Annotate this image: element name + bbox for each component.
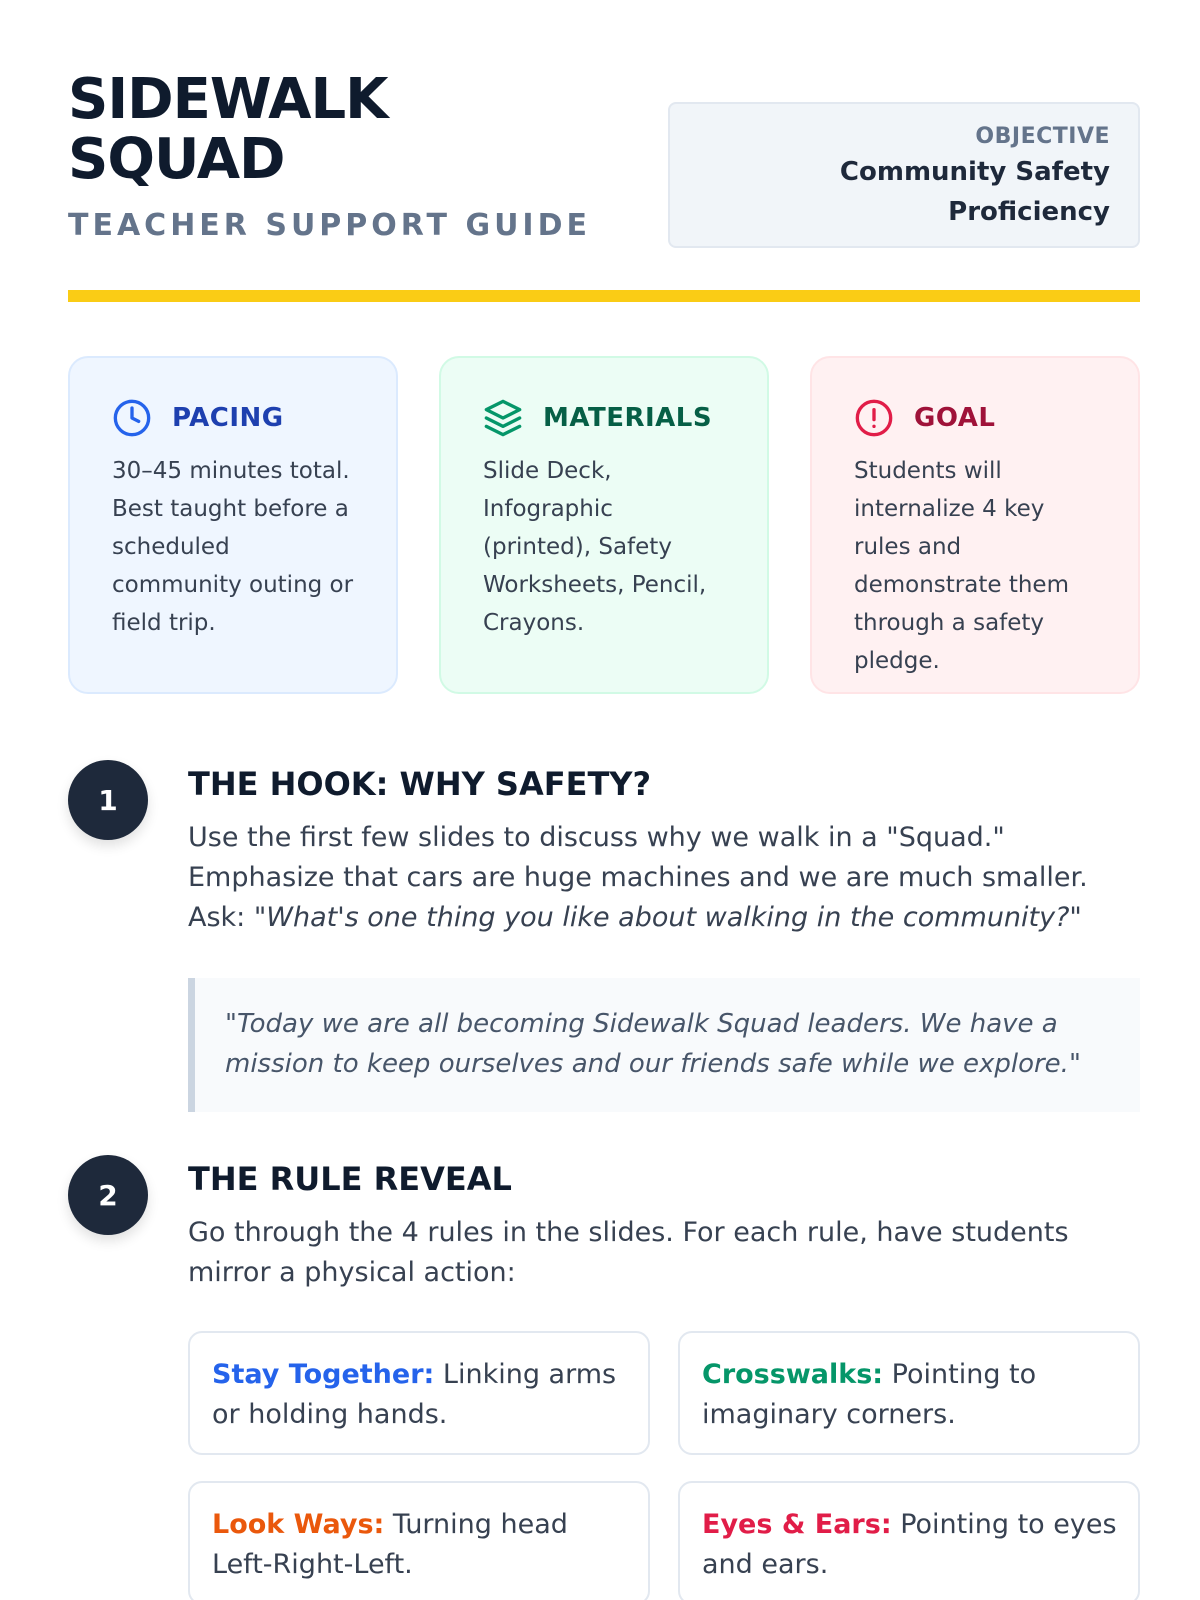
step-title: THE RULE REVEAL xyxy=(188,1160,512,1198)
rule-action-card xyxy=(678,1481,1140,1600)
objective-box xyxy=(668,102,1140,248)
pacing-text: 30–45 minutes total. Best taught before a scheduled community outing or field trip. xyxy=(112,458,354,636)
title-line-1: SIDEWALK xyxy=(68,67,388,132)
materials-text: Slide Deck, Infographic (printed), Safety Worksheets, Pencil, Crayons. xyxy=(483,458,707,636)
rule-name: Eyes & Ears: xyxy=(702,1509,892,1540)
rule-action: Linking arms or holding hands. xyxy=(212,1359,617,1430)
rule-name: Stay Together: xyxy=(212,1359,435,1390)
rule-action: Pointing to imaginary corners. xyxy=(702,1359,1037,1430)
title-line-2: SQUAD xyxy=(68,127,285,192)
step-description xyxy=(188,818,1140,938)
rule-action: Pointing to eyes and ears. xyxy=(702,1509,1117,1580)
page-subtitle: TEACHER SUPPORT GUIDE xyxy=(68,208,591,243)
goal-text: Students will internalize 4 key rules and demonstrate them through a safety pledge. xyxy=(854,458,1069,674)
rule-action: Turning head Left-Right-Left. xyxy=(212,1509,568,1580)
rule-action-card xyxy=(188,1331,650,1455)
step-description: Go through the 4 rules in the slides. For each rule, have students mirror a physical action: xyxy=(188,1217,1069,1288)
materials-title: MATERIALS xyxy=(543,403,713,433)
rule-action-card xyxy=(188,1481,650,1600)
page-title xyxy=(68,67,628,192)
rule-name: Look Ways: xyxy=(212,1509,385,1540)
step-number-badge: 1 xyxy=(68,760,148,840)
rule-name: Crosswalks: xyxy=(702,1359,884,1390)
goal-card xyxy=(810,356,1140,694)
header-divider xyxy=(68,290,1140,302)
step-description-text: Use the first few slides to discuss why we walk in a "Squad." Emphasize that cars are huge machines and we are much smaller. Ask: xyxy=(188,822,1088,933)
clock-icon xyxy=(112,398,152,438)
page-header xyxy=(68,67,1140,250)
objective-label: OBJECTIVE xyxy=(975,124,1110,149)
alert-circle-icon xyxy=(854,398,894,438)
rule-action-grid xyxy=(188,1331,1140,1600)
goal-title: GOAL xyxy=(914,403,996,433)
step-description-question: "What's one thing you like about walking in the community?" xyxy=(253,902,1082,933)
pacing-title: PACING xyxy=(172,403,284,433)
materials-card xyxy=(439,356,769,694)
layers-icon xyxy=(483,398,523,438)
pacing-card xyxy=(68,356,398,694)
objective-value-line-2: Proficiency xyxy=(948,197,1110,227)
rule-action-card xyxy=(678,1331,1140,1455)
teacher-script-quote: "Today we are all becoming Sidewalk Squad leaders. We have a mission to keep ourselves and our friends safe while we explore." xyxy=(188,978,1140,1112)
objective-value-line-1: Community Safety xyxy=(839,157,1110,187)
step-title: THE HOOK: WHY SAFETY? xyxy=(188,765,652,803)
step-number-badge: 2 xyxy=(68,1155,148,1235)
